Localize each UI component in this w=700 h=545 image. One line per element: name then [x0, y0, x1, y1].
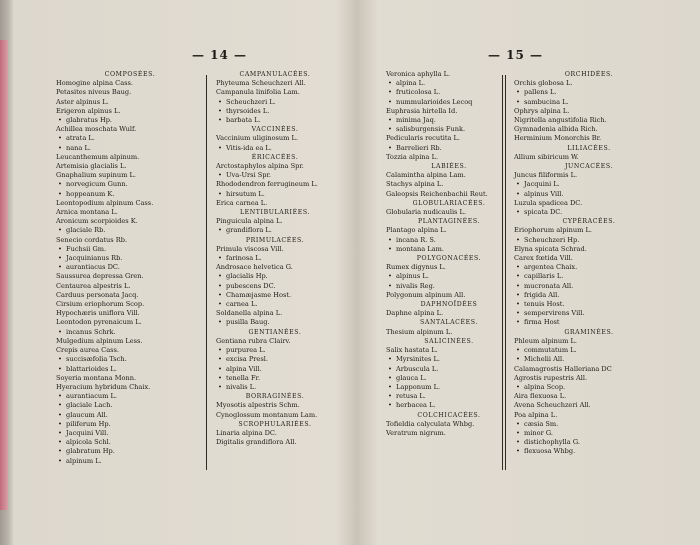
species-entry: • sambucina L. — [514, 98, 664, 107]
column — [56, 70, 204, 466]
species-entry: Daphne alpina L. — [386, 309, 444, 318]
species-entry: Polygonum alpinum All. — [386, 290, 466, 299]
family-heading: ÉRICACÉES. — [251, 153, 299, 161]
species-entry: Carduus personata Jacq. — [56, 290, 139, 299]
species-entry: • barbata L. — [216, 116, 334, 125]
species-entry: • tenuis Host. — [514, 300, 664, 309]
family-heading: COLCHICACÉES. — [417, 411, 481, 419]
species-entry: • frigida All. — [514, 291, 664, 300]
species-entry: Carex fœtida Vill. — [514, 254, 573, 263]
column-divider — [502, 75, 503, 470]
species-entry: • piliferum Hp. — [56, 420, 204, 429]
species-entry: Thesium alpinum L. — [386, 327, 453, 336]
species-entry: • pallens L. — [514, 88, 664, 97]
species-entry: Juncus filiformis L. — [514, 171, 578, 180]
species-entry: • nivalis L. — [216, 383, 334, 392]
species-entry: • spicata DC. — [514, 208, 664, 217]
species-entry: • glaciale Lach. — [56, 401, 204, 410]
species-entry: Pedicularis recutita L. — [386, 134, 460, 143]
species-entry: • nana L. — [56, 144, 204, 153]
species-entry: Stachys alpina L. — [386, 180, 444, 189]
species-entry: • nummularioides Lecoq — [386, 98, 512, 107]
family-heading: JUNCACÉES. — [564, 163, 614, 171]
species-entry: • mucronata All. — [514, 282, 664, 291]
species-entry: • aurantiacum L. — [56, 392, 204, 401]
species-entry: Soldanella alpina L. — [216, 309, 283, 318]
column-divider — [206, 75, 207, 470]
species-entry: Gentiana rubra Clairv. — [216, 336, 291, 345]
species-entry: • montana Lam. — [386, 245, 512, 254]
species-entry: • incana R. S. — [386, 236, 512, 245]
species-entry: Cynoglossum montanum Lam. — [216, 410, 318, 419]
species-entry: Leontodon pyrenaicum L. — [56, 318, 142, 327]
page-number: — 15 — — [488, 48, 544, 62]
species-entry: Eriophorum alpinum L. — [514, 226, 592, 235]
species-entry: • glauca L. — [386, 374, 512, 383]
species-entry: • incanus Schrk. — [56, 328, 204, 337]
species-entry: • aurantiacus DC. — [56, 263, 204, 272]
species-entry: • pubescens DC. — [216, 282, 334, 291]
species-entry: • fruticolosa L. — [386, 88, 512, 97]
species-entry: • minima Jaq. — [386, 116, 512, 125]
species-entry: Hyeracium hybridum Chaix. — [56, 382, 151, 391]
family-heading: LILIACÉES. — [567, 144, 611, 152]
species-entry: Calamintha alpina Lam. — [386, 171, 466, 180]
species-entry: • capillaris L. — [514, 272, 664, 281]
species-entry: Rumex digynus L. — [386, 263, 446, 272]
species-entry: • Myrsinites L. — [386, 355, 512, 364]
species-entry: • excisa Presl. — [216, 355, 334, 364]
species-entry: • minor G. — [514, 429, 664, 438]
species-entry: Senecio cordatus Rb. — [56, 235, 128, 244]
species-entry: Ophrys alpina L. — [514, 106, 570, 115]
species-entry: Galeopsis Reichenbachii Reut. — [386, 189, 488, 198]
species-entry: Mulgedium alpinum Less. — [56, 336, 143, 345]
species-entry: Globularia nudicaulis L. — [386, 208, 467, 217]
column — [514, 70, 664, 457]
species-entry: • Jacquini L. — [514, 180, 664, 189]
species-entry: Pinguicula alpina L. — [216, 217, 283, 226]
column-divider — [505, 75, 506, 470]
species-entry: • salisburgensis Funk. — [386, 125, 512, 134]
family-heading: PLANTAGINÉES. — [417, 218, 481, 226]
family-heading: GLOBULARIACÉES. — [412, 199, 486, 207]
species-entry: • glabratus Hp. — [56, 116, 204, 125]
family-heading: ORCHIDÉES. — [564, 71, 614, 78]
column — [386, 70, 512, 438]
species-entry: • sempervirens Vill. — [514, 309, 664, 318]
species-entry: Veronica aphylla L. — [386, 70, 451, 78]
species-entry: • Uva-Ursi Spr. — [216, 171, 334, 180]
species-entry: Salix hastata L. — [386, 346, 438, 355]
species-entry: Veratrum nigrum. — [386, 428, 446, 437]
species-entry: Elyna spicata Schrad. — [514, 244, 587, 253]
species-entry: • herbacea L. — [386, 401, 512, 410]
species-entry: Orchis globosa L. — [514, 79, 573, 88]
species-entry: Linaria alpina DC. — [216, 428, 277, 437]
species-entry: • Vitis-ida ea L. — [216, 144, 334, 153]
species-entry: Leontopodium alpinum Cass. — [56, 198, 154, 207]
species-entry: • Fuchsii Gm. — [56, 245, 204, 254]
species-entry: Agrostis rupestris All. — [514, 373, 588, 382]
species-entry: • alpinum L. — [56, 457, 204, 466]
species-entry: Avena Scheuchzeri All. — [514, 401, 591, 410]
species-entry: • thyrsoides L. — [216, 107, 334, 116]
species-entry: • Scheuchzeri Hp. — [514, 236, 664, 245]
species-entry: • Arbuscula L. — [386, 365, 512, 374]
species-entry: • hoppeanum K. — [56, 190, 204, 199]
family-heading: CAMPANULACÉES. — [239, 71, 311, 78]
species-entry: • Jacquini Vill. — [56, 429, 204, 438]
species-entry: Herminium Monorchis Br. — [514, 134, 602, 143]
species-entry: • tenella Fr. — [216, 374, 334, 383]
family-heading: COMPOSÉES. — [104, 71, 156, 78]
family-heading: GENTIANÉES. — [248, 328, 302, 336]
species-entry: Artemisia glacialis L. — [56, 162, 127, 171]
species-entry: Aira flexuosa L. — [514, 392, 567, 401]
species-entry: • Scheuchzeri L. — [216, 98, 334, 107]
species-entry: • grandiflora L. — [216, 226, 334, 235]
species-entry: • alpina L. — [386, 79, 512, 88]
family-heading: CYPÉRACÉES. — [562, 218, 616, 226]
species-entry: Phleum alpinum L. — [514, 336, 577, 345]
species-entry: • atrata L. — [56, 134, 204, 143]
species-entry: Centaurea alpestris L. — [56, 281, 131, 290]
species-entry: • purpurea L. — [216, 346, 334, 355]
species-entry: • commutatum L. — [514, 346, 664, 355]
species-entry: Vaccinium uliginosum L. — [216, 134, 298, 143]
species-entry: • farinosa L. — [216, 254, 334, 263]
species-entry: • Lapponum L. — [386, 383, 512, 392]
species-entry: Campanula linifolia Lam. — [216, 88, 300, 97]
species-entry: Achillea moschata Wulf. — [56, 125, 137, 134]
species-entry: • alpina Vill. — [216, 365, 334, 374]
species-entry: • glabratum Hp. — [56, 447, 204, 456]
family-heading: SANTALACÉES. — [420, 319, 478, 327]
species-entry: • distichophylla G. — [514, 438, 664, 447]
species-entry: • norvegicum Gunn. — [56, 180, 204, 189]
species-entry: Plantago alpina L. — [386, 226, 447, 235]
species-entry: Homogine alpina Cass. — [56, 79, 134, 88]
species-entry: • hirsutum L. — [216, 190, 334, 199]
species-entry: • glaucum All. — [56, 411, 204, 420]
species-entry: Hypochæris uniflora Vill. — [56, 309, 140, 318]
species-entry: Tozzia alpina L. — [386, 152, 439, 161]
species-entry: Soyeria montana Monn. — [56, 373, 137, 382]
species-entry: Poa alpina L. — [514, 410, 558, 419]
species-entry: Primula viscosa Vill. — [216, 244, 284, 253]
species-entry: Cirsium eriophorum Scop. — [56, 300, 145, 309]
species-entry: Euphrasia hirtella Id. — [386, 106, 458, 115]
species-entry: Arnica montana L. — [56, 208, 118, 217]
species-entry: Digitalis grandiflora All. — [216, 438, 297, 447]
species-entry: Aronicum scorpioides K. — [56, 217, 138, 226]
column — [216, 70, 334, 447]
species-entry: • argentea Chaix. — [514, 263, 664, 272]
species-entry: • alpicola Schl. — [56, 438, 204, 447]
family-heading: GRAMINÉES. — [564, 328, 614, 336]
species-entry: Phyteuma Scheuchzeri All. — [216, 79, 306, 88]
page-edge — [0, 40, 8, 510]
species-entry: Gymnadenia albida Rich. — [514, 125, 598, 134]
species-entry: • glaciale Rb. — [56, 226, 204, 235]
species-entry: • firma Host — [514, 318, 664, 327]
species-entry: • nivalis Reg. — [386, 282, 512, 291]
species-entry: Petasites niveus Baug. — [56, 88, 132, 97]
species-entry: Arctostaphylos alpina Spr. — [216, 162, 304, 171]
family-heading: LENTIBULARIÉES. — [239, 209, 311, 217]
family-heading: SALICINÉES. — [424, 337, 474, 345]
family-heading: DAPHNOÏDÉES — [420, 301, 478, 309]
species-entry: • cæsia Sm. — [514, 420, 664, 429]
species-entry: • pusilla Baug. — [216, 318, 334, 327]
family-heading: SCROPHULARIÉES. — [238, 420, 312, 428]
species-entry: • blattarioides L. — [56, 365, 204, 374]
species-entry: Tofieldia calyculata Whbg. — [386, 419, 475, 428]
species-entry: Gnaphalium supinum L. — [56, 171, 136, 180]
right-page — [360, 0, 690, 545]
species-entry: • succisæfolia Tsch. — [56, 355, 204, 364]
family-heading: BORRAGINÉES. — [245, 393, 305, 401]
species-entry: Allium sibiricum W. — [514, 152, 579, 161]
species-entry: • glacialis Hp. — [216, 272, 334, 281]
species-entry: • alpinus Vill. — [514, 190, 664, 199]
species-entry: Calamagrostis Halleriana DC — [514, 364, 612, 373]
species-entry: • retusa L. — [386, 392, 512, 401]
family-heading: LABIÉES. — [431, 163, 467, 171]
species-entry: Luzula spadicea DC. — [514, 198, 583, 207]
species-entry: • Chamæjasme Host. — [216, 291, 334, 300]
family-heading: VACCINÉES. — [251, 126, 299, 134]
left-page — [14, 0, 340, 545]
species-entry: • alpinus L. — [386, 272, 512, 281]
species-entry: Nigritella angustifolia Rich. — [514, 116, 607, 125]
species-entry: • carnea L. — [216, 300, 334, 309]
species-entry: • Jacquinianus Rb. — [56, 254, 204, 263]
species-entry: Androsace helvetica G. — [216, 263, 293, 272]
species-entry: Erica carnea L. — [216, 198, 268, 207]
species-entry: • flexuosa Whbg. — [514, 447, 664, 456]
family-heading: POLYGONACÉES. — [416, 255, 482, 263]
species-entry: Erigeron alpinus L. — [56, 106, 121, 115]
species-entry: Crepis aurea Cass. — [56, 346, 120, 355]
family-heading: PRIMULACÉES. — [245, 236, 305, 244]
species-entry: Aster alpinus L. — [56, 97, 109, 106]
species-entry: • Barrelieri Rb. — [386, 144, 512, 153]
species-entry: • alpina Scop. — [514, 383, 664, 392]
page-number: — 14 — — [192, 48, 248, 62]
species-entry: • Michelii All. — [514, 355, 664, 364]
species-entry: Leucanthemum alpinum. — [56, 152, 140, 161]
species-entry: Saussurea depressa Gren. — [56, 272, 144, 281]
species-entry: Myosotis alpestris Schm. — [216, 401, 300, 410]
species-entry: Rhododendron ferrugineum L. — [216, 180, 318, 189]
